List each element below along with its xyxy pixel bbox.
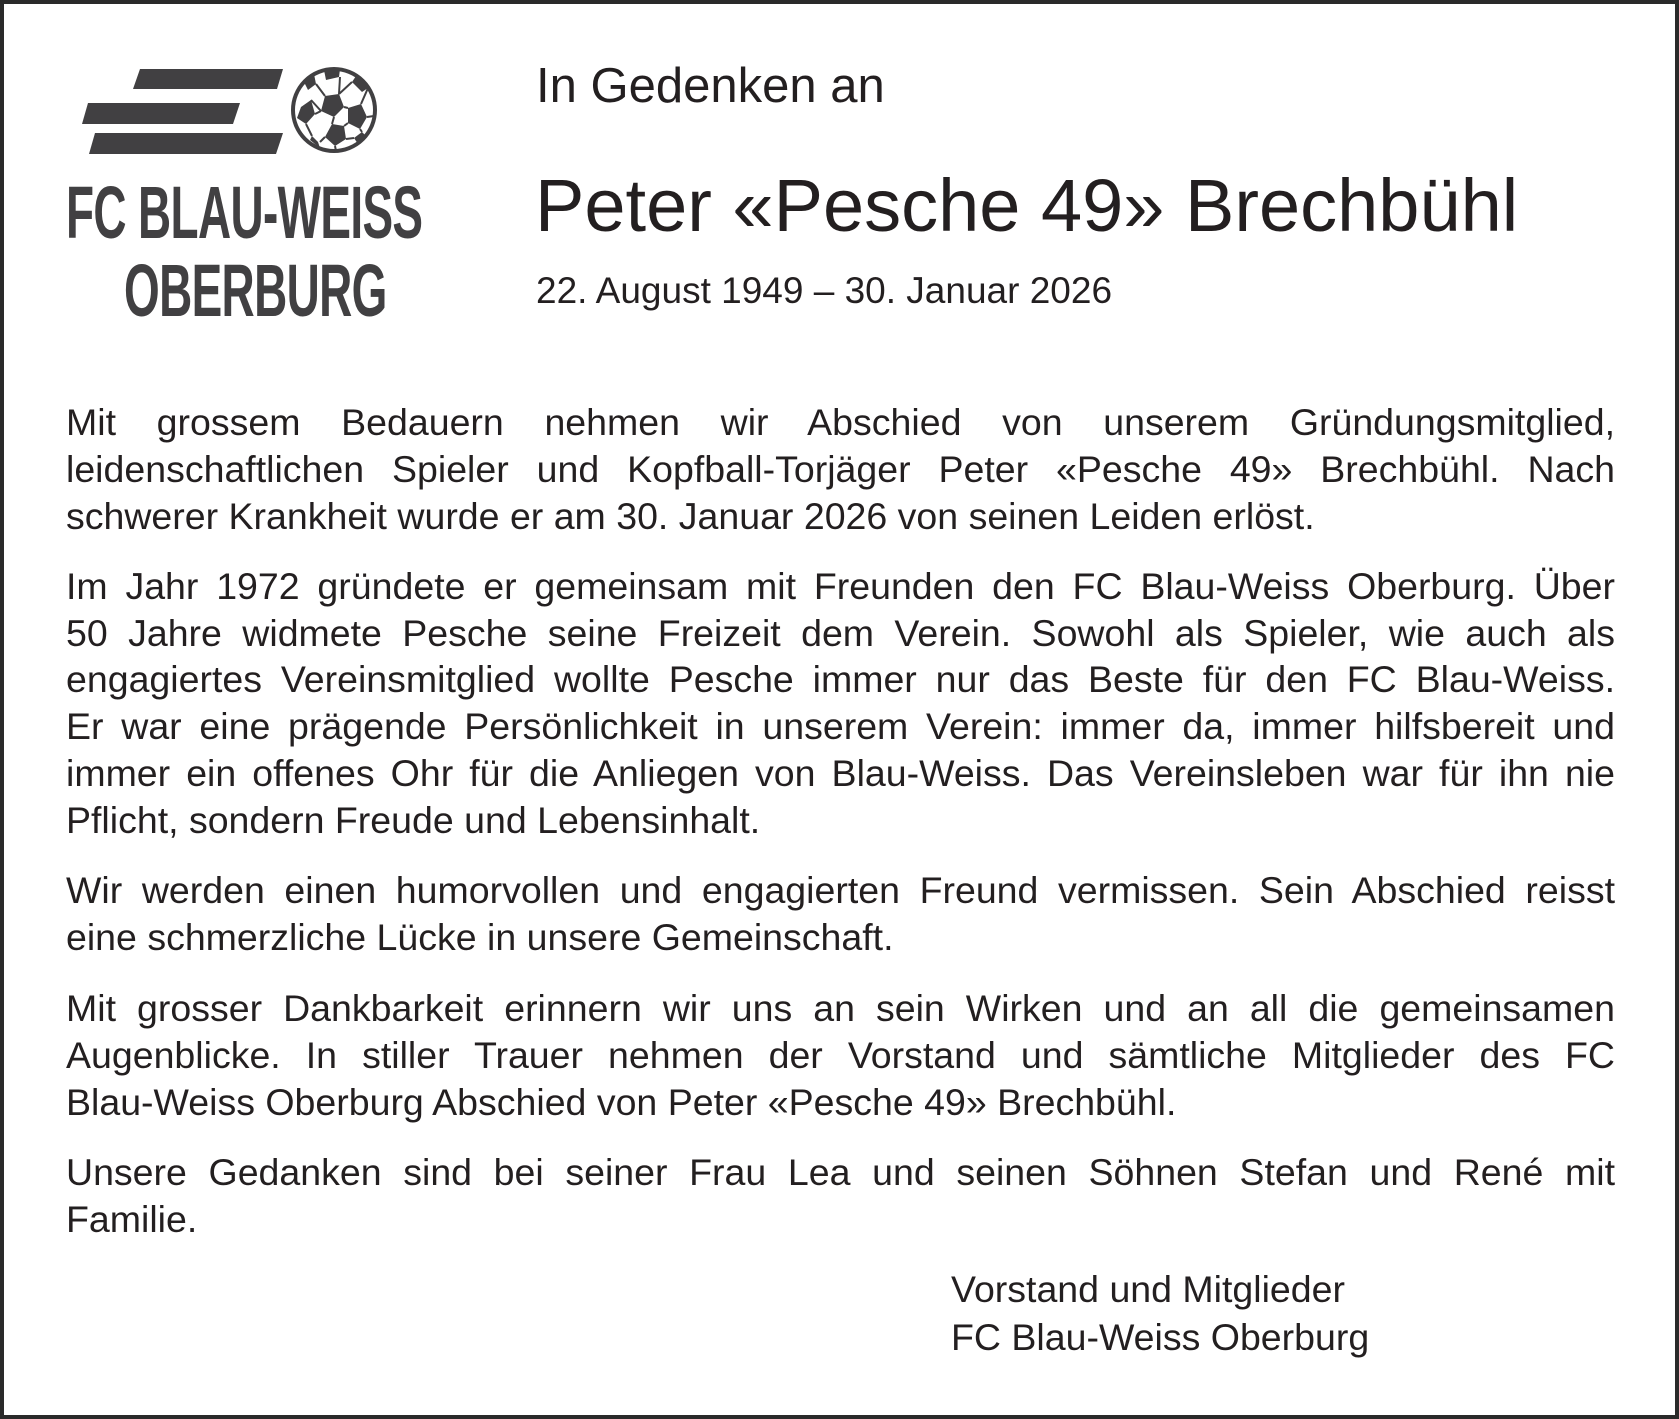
text-line: 50 Jahre widmete Pesche seine Freizeit dem Verein. Sowohl als Spieler, wie auch als — [66, 612, 1615, 654]
text-line: eine schmerzliche Lücke in unsere Gemeinschaft. — [66, 916, 894, 958]
text-line: Mit grossem Bedauern nehmen wir Abschied von unserem Gründungsmitglied, — [66, 401, 1615, 443]
club-name-line1: FC BLAU-WEISS — [66, 171, 423, 254]
text-line: Er war eine prägende Persönlichkeit in unserem Verein: immer da, immer hilfsbereit und — [66, 705, 1615, 747]
text-line: leidenschaftlichen Spieler und Kopfball-Torjäger Peter «Pesche 49» Brechbühl. Nach — [66, 448, 1615, 490]
soccer-ball-icon — [290, 66, 378, 154]
text-line: Im Jahr 1972 gründete er gemeinsam mit Freunden den FC Blau-Weiss Oberburg. Über — [66, 565, 1615, 607]
memorial-intro: In Gedenken an — [536, 59, 885, 113]
text-line: Blau-Weiss Oberburg Abschied von Peter «Pesche 49» Brechbühl. — [66, 1081, 1177, 1123]
text-line: engagiertes Vereinsmitglied wollte Pesche immer nur das Beste für den FC Blau-Weiss. — [66, 658, 1615, 700]
text-line: Augenblicke. In stiller Trauer nehmen der Vorstand und sämtliche Mitglieder des FC — [66, 1034, 1615, 1076]
signature-line2: FC Blau-Weiss Oberburg — [951, 1316, 1370, 1358]
life-dates: 22. August 1949 – 30. Januar 2026 — [536, 270, 1113, 311]
text-line: Wir werden einen humorvollen und engagierten Freund vermissen. Sein Abschied reisst — [66, 869, 1615, 911]
text-line: schwerer Krankheit wurde er am 30. Januar 2026 von seinen Leiden erlöst. — [66, 495, 1315, 537]
text-line: Unsere Gedanken sind bei seiner Frau Lea und seinen Söhnen Stefan und René mit — [66, 1151, 1615, 1193]
signature-line1: Vorstand und Mitglieder — [951, 1268, 1345, 1310]
deceased-name: Peter «Pesche 49» Brechbühl — [535, 164, 1519, 247]
text-line: Familie. — [66, 1198, 198, 1240]
text-line: Mit grosser Dankbarkeit erinnern wir uns an sein Wirken und an all die gemeinsamen — [66, 987, 1615, 1029]
text-line: Pflicht, sondern Freude und Lebensinhalt. — [66, 799, 761, 841]
club-name-line2: OBERBURG — [124, 249, 387, 332]
text-line: immer ein offenes Ohr für die Anliegen von Blau-Weiss. Das Vereinsleben war für ihn nie — [66, 752, 1615, 794]
